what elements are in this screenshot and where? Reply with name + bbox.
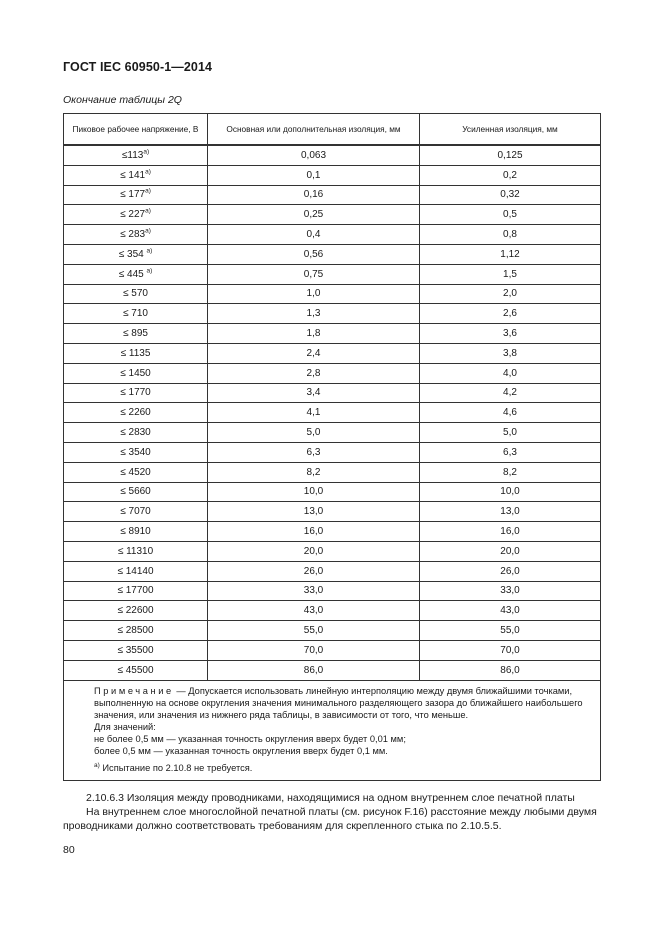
voltage-value: ≤ 1770 xyxy=(120,387,151,399)
cell-reinforced-insulation: 0,125 xyxy=(420,145,601,165)
cell-basic-insulation: 6,3 xyxy=(208,442,420,462)
cell-basic-insulation: 10,0 xyxy=(208,482,420,502)
voltage-value: ≤ 2830 xyxy=(120,427,151,439)
table-row xyxy=(64,423,601,443)
note-text: — Допускается использовать линейную интерполяцию между двумя ближайшими точками, выполненную на основе округления значения минимального разделяющего зазора до ближайшего наибольшего значения, или значения из нижнего ряда таблицы, в зависимости от того, что меньше. xyxy=(94,685,583,720)
cell-voltage xyxy=(64,621,208,641)
cell-voltage xyxy=(64,284,208,304)
cell-reinforced-insulation: 55,0 xyxy=(420,621,601,641)
cell-reinforced-insulation: 0,32 xyxy=(420,185,601,205)
table-row xyxy=(64,660,601,680)
table-row xyxy=(64,561,601,581)
cell-basic-insulation: 43,0 xyxy=(208,601,420,621)
page-number: 80 xyxy=(63,844,75,856)
note-label: Примечание xyxy=(94,685,174,696)
table-caption: Окончание таблицы 2Q xyxy=(63,94,182,106)
table-note-row xyxy=(64,680,601,780)
table-note xyxy=(64,680,601,780)
cell-reinforced-insulation: 70,0 xyxy=(420,640,601,660)
table-row xyxy=(64,522,601,542)
cell-reinforced-insulation: 26,0 xyxy=(420,561,601,581)
voltage-value: ≤ 227 xyxy=(120,209,146,221)
footnote-ref: а) xyxy=(145,168,151,176)
table-row xyxy=(64,601,601,621)
cell-voltage xyxy=(64,324,208,344)
table-row xyxy=(64,244,601,264)
cell-reinforced-insulation: 33,0 xyxy=(420,581,601,601)
column-header-voltage: Пиковое рабочее напряжение, В xyxy=(64,114,208,146)
paragraph-2-10-6-3-title: 2.10.6.3 Изоляция между проводниками, находящимися на одном внутреннем слое печатной платы xyxy=(86,792,575,804)
cell-basic-insulation: 70,0 xyxy=(208,640,420,660)
cell-voltage xyxy=(64,581,208,601)
cell-reinforced-insulation: 2,6 xyxy=(420,304,601,324)
table-row xyxy=(64,621,601,641)
document-header: ГОСТ IEC 60950-1—2014 xyxy=(63,60,213,74)
cell-reinforced-insulation: 4,2 xyxy=(420,383,601,403)
table-row xyxy=(64,343,601,363)
table-body xyxy=(64,145,601,680)
paragraph-2-10-6-3-text: На внутреннем слое многослойной печатной платы (см. рисунок F.16) расстояние между любыми двумя проводниками должно соответствовать требованиям для скрепленного стыка по 2.10.5.5. xyxy=(63,806,597,832)
voltage-value: ≤ 283 xyxy=(120,229,146,241)
footnote-ref: а) xyxy=(145,227,151,235)
voltage-value: ≤ 11310 xyxy=(117,545,154,557)
cell-voltage xyxy=(64,522,208,542)
cell-voltage xyxy=(64,165,208,185)
cell-basic-insulation: 5,0 xyxy=(208,423,420,443)
cell-voltage xyxy=(64,601,208,621)
cell-reinforced-insulation: 13,0 xyxy=(420,502,601,522)
cell-voltage xyxy=(64,363,208,383)
cell-reinforced-insulation: 0,2 xyxy=(420,165,601,185)
table-row xyxy=(64,145,601,165)
voltage-value: ≤ 445 xyxy=(118,268,147,280)
cell-basic-insulation: 3,4 xyxy=(208,383,420,403)
voltage-value: ≤ 3540 xyxy=(120,446,151,458)
cell-voltage xyxy=(64,561,208,581)
footnote-ref: а) xyxy=(145,207,151,215)
table-row xyxy=(64,502,601,522)
cell-reinforced-insulation: 5,0 xyxy=(420,423,601,443)
cell-basic-insulation: 0,25 xyxy=(208,205,420,225)
cell-basic-insulation: 2,4 xyxy=(208,343,420,363)
cell-reinforced-insulation: 0,8 xyxy=(420,225,601,245)
cell-voltage xyxy=(64,423,208,443)
cell-reinforced-insulation: 1,5 xyxy=(420,264,601,284)
cell-voltage xyxy=(64,383,208,403)
cell-voltage xyxy=(64,541,208,561)
column-header-reinforced-insulation: Усиленная изоляция, мм xyxy=(420,114,601,146)
cell-basic-insulation: 33,0 xyxy=(208,581,420,601)
voltage-value: ≤113 xyxy=(121,149,144,161)
cell-voltage xyxy=(64,205,208,225)
note-paragraph xyxy=(70,685,594,721)
voltage-value: ≤ 2260 xyxy=(120,407,151,419)
cell-basic-insulation: 0,16 xyxy=(208,185,420,205)
note-line-2: более 0,5 мм — указанная точность округления вверх будет 0,1 мм. xyxy=(94,745,388,756)
voltage-value: ≤ 5660 xyxy=(120,486,151,498)
cell-voltage xyxy=(64,304,208,324)
footnote-ref: а) xyxy=(146,247,153,255)
cell-voltage xyxy=(64,403,208,423)
cell-basic-insulation: 0,4 xyxy=(208,225,420,245)
cell-reinforced-insulation: 2,0 xyxy=(420,284,601,304)
cell-basic-insulation: 1,3 xyxy=(208,304,420,324)
cell-reinforced-insulation: 86,0 xyxy=(420,660,601,680)
cell-reinforced-insulation: 20,0 xyxy=(420,541,601,561)
table-row xyxy=(64,581,601,601)
table-row xyxy=(64,284,601,304)
cell-basic-insulation: 0,1 xyxy=(208,165,420,185)
cell-basic-insulation: 26,0 xyxy=(208,561,420,581)
voltage-value: ≤ 22600 xyxy=(117,605,154,617)
voltage-value: ≤ 28500 xyxy=(117,625,154,637)
table-row xyxy=(64,482,601,502)
footnote-text: Испытание по 2.10.8 не требуется. xyxy=(99,762,253,773)
cell-voltage xyxy=(64,244,208,264)
column-header-basic-insulation: Основная или дополнительная изоляция, мм xyxy=(208,114,420,146)
cell-voltage xyxy=(64,462,208,482)
note-values-intro: Для значений: xyxy=(94,721,156,732)
cell-basic-insulation: 1,0 xyxy=(208,284,420,304)
cell-voltage xyxy=(64,185,208,205)
table-row xyxy=(64,442,601,462)
cell-voltage xyxy=(64,442,208,462)
cell-basic-insulation: 13,0 xyxy=(208,502,420,522)
cell-reinforced-insulation: 43,0 xyxy=(420,601,601,621)
cell-basic-insulation: 16,0 xyxy=(208,522,420,542)
table-row xyxy=(64,363,601,383)
footnote-ref: а) xyxy=(143,148,150,156)
cell-basic-insulation: 0,56 xyxy=(208,244,420,264)
voltage-value: ≤ 354 xyxy=(118,248,147,260)
cell-basic-insulation: 1,8 xyxy=(208,324,420,344)
voltage-value: ≤ 570 xyxy=(123,288,148,300)
voltage-value: ≤ 710 xyxy=(123,308,148,320)
voltage-value: ≤ 8910 xyxy=(120,526,151,538)
table-row xyxy=(64,304,601,324)
cell-basic-insulation: 8,2 xyxy=(208,462,420,482)
table-header-row xyxy=(64,114,601,146)
voltage-value: ≤ 1135 xyxy=(120,347,151,359)
note-line-1: не более 0,5 мм — указанная точность округления вверх будет 0,01 мм; xyxy=(94,733,406,744)
cell-voltage xyxy=(64,225,208,245)
voltage-value: ≤ 17700 xyxy=(117,585,154,597)
cell-voltage xyxy=(64,640,208,660)
table-row xyxy=(64,403,601,423)
table-row xyxy=(64,383,601,403)
cell-basic-insulation: 55,0 xyxy=(208,621,420,641)
cell-reinforced-insulation: 1,12 xyxy=(420,244,601,264)
cell-reinforced-insulation: 3,6 xyxy=(420,324,601,344)
voltage-value: ≤ 1450 xyxy=(120,367,151,379)
voltage-value: ≤ 4520 xyxy=(120,466,151,478)
footnote-ref: а) xyxy=(146,267,153,275)
cell-basic-insulation: 20,0 xyxy=(208,541,420,561)
cell-reinforced-insulation: 16,0 xyxy=(420,522,601,542)
voltage-value: ≤ 7070 xyxy=(120,506,151,518)
cell-voltage xyxy=(64,264,208,284)
cell-basic-insulation: 0,063 xyxy=(208,145,420,165)
table-row xyxy=(64,462,601,482)
cell-reinforced-insulation: 10,0 xyxy=(420,482,601,502)
cell-reinforced-insulation: 4,6 xyxy=(420,403,601,423)
voltage-value: ≤ 141 xyxy=(120,169,146,181)
table-row xyxy=(64,264,601,284)
cell-reinforced-insulation: 4,0 xyxy=(420,363,601,383)
voltage-value: ≤ 45500 xyxy=(117,664,154,676)
cell-basic-insulation: 2,8 xyxy=(208,363,420,383)
table-row xyxy=(64,225,601,245)
cell-voltage xyxy=(64,145,208,165)
cell-voltage xyxy=(64,343,208,363)
voltage-value: ≤ 895 xyxy=(123,328,148,340)
cell-voltage xyxy=(64,660,208,680)
cell-reinforced-insulation: 0,5 xyxy=(420,205,601,225)
cell-voltage xyxy=(64,482,208,502)
table-row xyxy=(64,185,601,205)
table-row xyxy=(64,324,601,344)
table-row xyxy=(64,205,601,225)
insulation-table xyxy=(63,113,601,781)
voltage-value: ≤ 35500 xyxy=(117,644,154,656)
voltage-value: ≤ 14140 xyxy=(117,565,154,577)
footnote-ref: а) xyxy=(145,188,151,196)
table-row xyxy=(64,640,601,660)
cell-voltage xyxy=(64,502,208,522)
table-row xyxy=(64,165,601,185)
footnote xyxy=(70,762,594,774)
cell-basic-insulation: 4,1 xyxy=(208,403,420,423)
cell-basic-insulation: 86,0 xyxy=(208,660,420,680)
cell-reinforced-insulation: 6,3 xyxy=(420,442,601,462)
cell-reinforced-insulation: 3,8 xyxy=(420,343,601,363)
cell-basic-insulation: 0,75 xyxy=(208,264,420,284)
footnote-mark: а) xyxy=(94,761,100,769)
table-row xyxy=(64,541,601,561)
cell-reinforced-insulation: 8,2 xyxy=(420,462,601,482)
voltage-value: ≤ 177 xyxy=(120,189,146,201)
